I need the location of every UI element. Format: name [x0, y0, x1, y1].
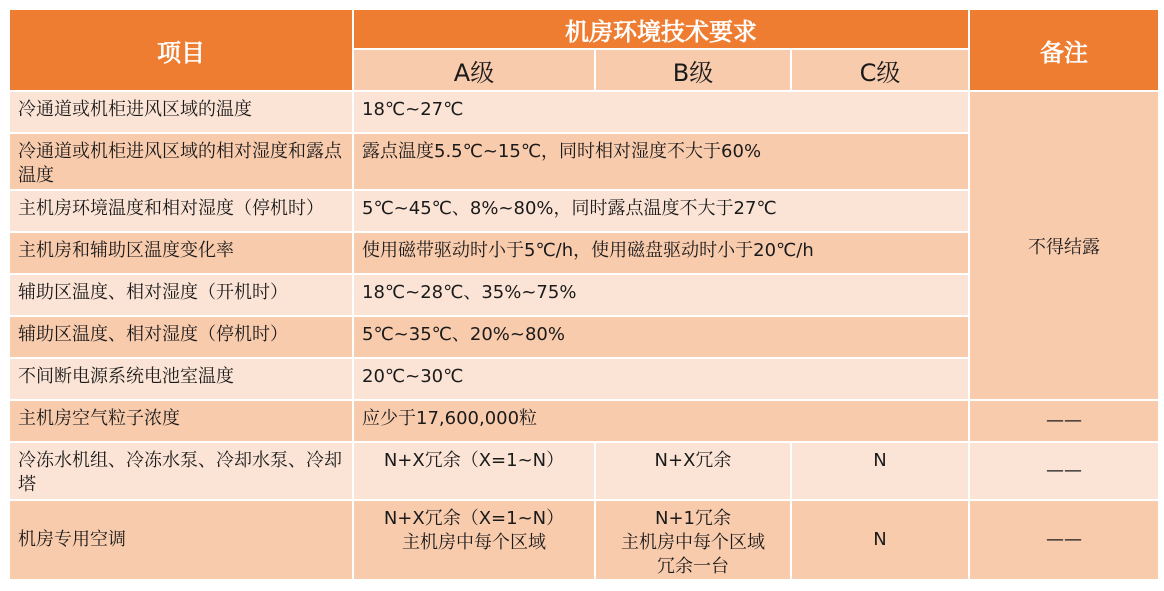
row-note: —— — [969, 400, 1159, 442]
row-grade-b: N+1冗余 主机房中每个区域 冗余一台 — [595, 500, 791, 580]
row-item: 辅助区温度、相对湿度（开机时） — [9, 274, 353, 316]
row-grade-a: N+X冗余（X=1~N） 主机房中每个区域 — [353, 500, 595, 580]
row-item: 主机房空气粒子浓度 — [9, 400, 353, 442]
row-value: 5℃~45℃、8%~80%，同时露点温度不大于27℃ — [353, 190, 969, 232]
table-row — [9, 91, 1159, 133]
row-value: 18℃~28℃、35%~75% — [353, 274, 969, 316]
row-value: 露点温度5.5℃~15℃，同时相对湿度不大于60% — [353, 133, 969, 190]
row-value: 20℃~30℃ — [353, 358, 969, 400]
row-item: 不间断电源系统电池室温度 — [9, 358, 353, 400]
header-grade-a: A级 — [353, 49, 595, 91]
row-value: 应少于17,600,000粒 — [353, 400, 969, 442]
table-row — [9, 500, 1159, 580]
row-item: 主机房和辅助区温度变化率 — [9, 232, 353, 274]
row-item: 冷通道或机柜进风区域的相对湿度和露点温度 — [9, 133, 353, 190]
header-grade-b: B级 — [595, 49, 791, 91]
row-item: 冷冻水机组、冷冻水泵、冷却水泵、冷却塔 — [9, 442, 353, 500]
row-item: 主机房环境温度和相对湿度（停机时） — [9, 190, 353, 232]
merged-note: 不得结露 — [969, 91, 1159, 400]
table-row — [9, 400, 1159, 442]
row-grade-a: N+X冗余（X=1~N） — [353, 442, 595, 500]
row-grade-c: N — [791, 500, 969, 580]
row-grade-c: N — [791, 442, 969, 500]
header-grade-c: C级 — [791, 49, 969, 91]
row-item: 冷通道或机柜进风区域的温度 — [9, 91, 353, 133]
row-value: 5℃~35℃、20%~80% — [353, 316, 969, 358]
row-item: 辅助区温度、相对湿度（停机时） — [9, 316, 353, 358]
row-item: 机房专用空调 — [9, 500, 353, 580]
header-note: 备注 — [969, 9, 1159, 91]
row-value: 使用磁带驱动时小于5℃/h，使用磁盘驱动时小于20℃/h — [353, 232, 969, 274]
row-value: 18℃~27℃ — [353, 91, 969, 133]
table-row — [9, 442, 1159, 500]
header-item: 项目 — [9, 9, 353, 91]
header-group: 机房环境技术要求 — [353, 9, 969, 49]
row-grade-b: N+X冗余 — [595, 442, 791, 500]
requirements-table — [8, 8, 1160, 581]
row-note: —— — [969, 442, 1159, 500]
row-note: —— — [969, 500, 1159, 580]
